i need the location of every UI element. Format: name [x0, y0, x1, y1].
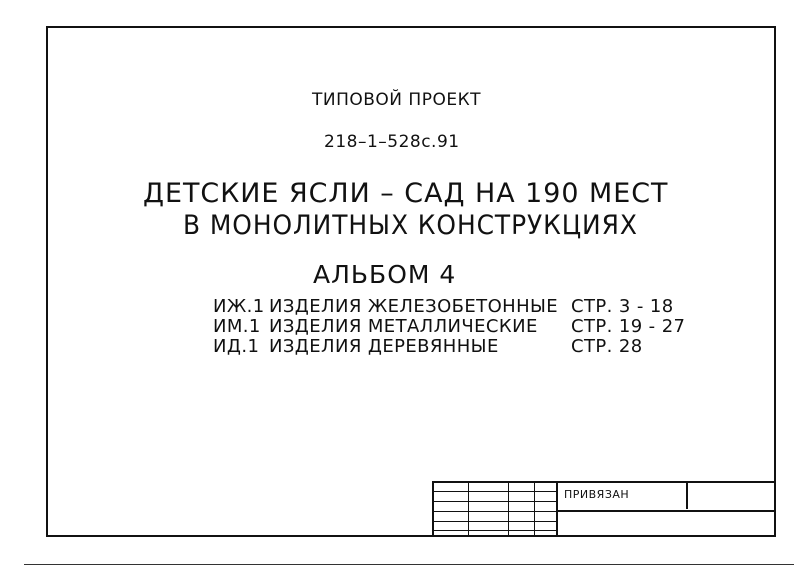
contents-pages: СТР. 19 - 27: [571, 316, 686, 337]
stamp-row-line: [434, 530, 556, 531]
series-label: ТИПОВОЙ ПРОЕКТ: [312, 90, 482, 110]
contents-code: ИЖ.1: [213, 296, 265, 317]
project-code: 218–1–528с.91: [324, 132, 460, 152]
title-block-stamp: [432, 481, 776, 537]
title-line-2: В МОНОЛИТНЫХ КОНСТРУКЦИЯХ: [183, 210, 638, 241]
contents-name: ИЗДЕЛИЯ ДЕРЕВЯННЫЕ: [269, 336, 499, 357]
contents-name: ИЗДЕЛИЯ ЖЕЛЕЗОБЕТОННЫЕ: [269, 296, 559, 317]
stamp-row-line: [434, 511, 556, 512]
trim-line: [24, 564, 794, 565]
bound-label: ПРИВЯЗАН: [564, 488, 630, 501]
contents-code: ИД.1: [213, 336, 260, 357]
stamp-row-line: [434, 491, 556, 492]
stamp-divider: [686, 483, 688, 509]
album-label: АЛЬБОМ 4: [313, 260, 457, 289]
stamp-row-line: [434, 521, 556, 522]
stamp-row-line: [556, 510, 776, 512]
contents-code: ИМ.1: [213, 316, 261, 337]
contents-pages: СТР. 3 - 18: [571, 296, 674, 317]
title-line-1: ДЕТСКИЕ ЯСЛИ – САД НА 190 МЕСТ: [143, 178, 669, 209]
contents-pages: СТР. 28: [571, 336, 643, 357]
contents-name: ИЗДЕЛИЯ МЕТАЛЛИЧЕСКИЕ: [269, 316, 538, 337]
stamp-row-line: [434, 501, 556, 502]
